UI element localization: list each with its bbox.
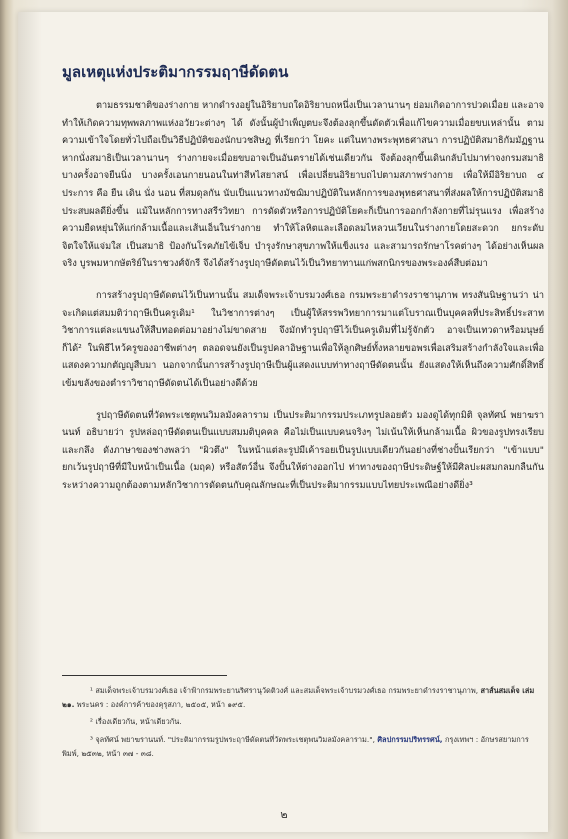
footnotes	[62, 684, 544, 764]
footnote-publication: พระนคร : องค์การค้าของคุรุสภา, ๒๕๐๕, หน้า ๑๙๕.	[76, 700, 246, 710]
paragraph-3: รูปฤาษีดัดตนที่วัดพระเชตุพนวิมลมังคลาราม เป็นประติมากรรมประเภทรูปลอยตัว มองดูได้ทุกมิติ จุลทัศน์ พยาฆรานนท์ อธิบายว่า รูปหล่อฤาษีดัดตนเป็นแบบสมมติบุคคล คือไม่เป็นแบบคนจริงๆ ไม่เน้นให้เห็นกล้ามเนื้อ ผิวของรูปทรงเรียบและกลึง ดังภาษาของช่างพลว่า "ผิวตึง" ในหน้าแต่ละรูปมีเค้ารอยเป็นรูปแบบเดียวกันอย่างที่ช่างปั้นเรียกว่า "เข้าแบบ" ยกเว้นรูปฤาษีที่มีใบหน้าเป็นเนื้อ (มฤค) หรือสัตว์อื่น จึงปั้นให้ต่างออกไป ท่าทางของฤาษีประดิษฐ์ให้มีศิลปะผสมกลมกลืนกัน ระหว่างความถูกต้องตามหลักวิชาการดัดตนกับคุณลักษณะที่เป็นประติมากรรมแบบไทยประเพณีอย่างดียิ่ง³	[62, 409, 544, 491]
footnote-marker: ³	[90, 734, 93, 744]
footnote-marker: ²	[90, 717, 93, 727]
footnote-divider	[62, 675, 227, 676]
footnote-title: สาส์นสมเด็จ เล่ม ๒๑.	[62, 686, 535, 710]
body-text	[62, 97, 544, 508]
footnote-text: จุลทัศน์ พยาฆรานนท์. "ประติมากรรมรูปพระฤาษีดัดตนที่วัดพระเชตุพนวิมลมังคลาราม.",	[95, 734, 375, 744]
section-heading: มูลเหตุแห่งประติมากรรมฤาษีดัดตน	[62, 63, 289, 81]
footnote-2	[62, 715, 544, 729]
footnote-marker: ¹	[90, 686, 93, 695]
binding-shadow	[18, 12, 42, 832]
footnote-title: ศิลปกรรมปริทรรศน์,	[377, 734, 443, 744]
footnote-text: เรื่องเดียวกัน, หน้าเดียวกัน.	[95, 717, 182, 727]
footnote-text: สมเด็จพระเจ้าบรมวงศ์เธอ เจ้าฟ้ากรมพระยานริศรานุวัดติวงศ์ และสมเด็จพระเจ้าบรมวงศ์เธอ กรมพระยาดำรงราชานุภาพ,	[95, 686, 479, 695]
paragraph-2: การสร้างรูปฤาษีดัดตนไว้เป็นทานนั้น สมเด็จพระเจ้าบรมวงศ์เธอ กรมพระยาดำรงราชานุภาพ ทรงสันนิษฐานว่า น่าจะเกิดแต่สมมติว่าฤาษีเป็นครูเดิม¹ ในวิชาการต่างๆ เป็นผู้ให้สรรพวิทยาการมาแต่โบราณเป็นบุคคลที่ประสิทธิ์ประสาทวิชาการแต่ละแขนงให้สืบทอดต่อมาอย่างไม่ขาดสาย จึงมักทำรูปฤาษีไว้เป็นครูเดิมที่ไม่รู้จักตัว อาจเป็นเทวดาหรือมนุษย์ก็ได้² ในพิธีไหว้ครูของอาชีพต่างๆ ตลอดจนยังเป็นรูปคลาอิษฐานเพื่อให้ลูกศิษย์ทั้งหลายขอพรเพื่อเสริมสร้างกำลังใจและเพื่อแสดงความกตัญญูสืบมา นอกจากนั้นการสร้างรูปฤาษีเป็นผู้แสดงแบบท่าทางฤาษีดัดตนนั้น ยังแสดงให้เห็นถึงความศักดิ์สิทธิ์เข้มขลังของตำราวิชาฤาษีดัดตนได้เป็นอย่างดีด้วย	[62, 289, 544, 389]
footnote-3	[62, 733, 544, 761]
footnote-1	[62, 684, 544, 712]
footnote-publication: กรุงเทพฯ : อักษรสยามการพิมพ์, ๒๕๓๒, หน้า ๓๗ - ๓๘.	[62, 734, 529, 758]
page-number: ๒	[280, 808, 288, 821]
paragraph-1: ตามธรรมชาติของร่างกาย หากดำรงอยู่ในอิริยาบถใดอิริยาบถหนึ่งเป็นเวลานานๆ ย่อมเกิดอาการปวดเมื่อย และอาจทำให้เกิดความทุพพลภาพแห่งอวัยวะต่างๆ ได้ ดังนั้นผู้บำเพ็ญตบะจึงต้องลุกขึ้นดัดตัวเพื่อแก้ไขความเมื่อยขบเหล่านั้น ตามความเข้าใจโดยทั่วไปถือเป็นวิธีปฏิบัติของนักบวชสิษฎ ที่เรียกว่า โยคะ แต่ในทางพระพุทธศาสนา การปฏิบัติสมาธิกัมมัฏฐาน หากนั่งสมาธิเป็นเวลานานๆ ร่างกายจะเมื่อยขบอาจเป็นอันตรายได้เช่นเดียวกัน จึงต้องลุกขึ้นเดินกลับไปมาท่าจงกรมสมาธิ บางครั้งอาจยืนนิ่ง บางครั้งเอนกายนอนในท่าสีหไสยาสน์ เพื่อเปลี่ยนอิริยาบถไปตามสภาพร่างกาย เพื่อให้มีอิริยาบถ ๔ ประการ คือ ยืน เดิน นั่ง นอน ที่สมดุลกัน นับเป็นแนวทางมัชฌิมาปฏิบัติในหลักการของพุทธศาสนาที่ส่งผลให้การปฏิบัติสมาธิประสบผลดียิ่งขึ้น แม้ในหลักการทางสรีรวิทยา การดัดตัวหรือการปฏิบัติโยคะก็เป็นการออกกำลังกายที่ไม่รุนแรง เพื่อสร้างความยืดหยุ่นให้แก่กล้ามเนื้อและเส้นเอ็นในร่างกาย ทำให้โลหิตและเลือดลมไหลวนเวียนในร่างกายโดยสะดวก ยกระดับจิตใจให้แจ่มใส เป็นสมาธิ ป้องกันโรคภัยไข้เจ็บ บำรุงรักษาสุขภาพให้แข็งแรง และสามารถรักษาโรคต่างๆ ได้อย่างเห็นผลจริง บูรพมหากษัตริย์ในราชวงศ์จักรี จึงได้สร้างรูปฤาษีดัดตนไว้เป็นวิทยาทานแก่พสกนิกรของพระองค์สืบต่อมา	[62, 100, 544, 270]
